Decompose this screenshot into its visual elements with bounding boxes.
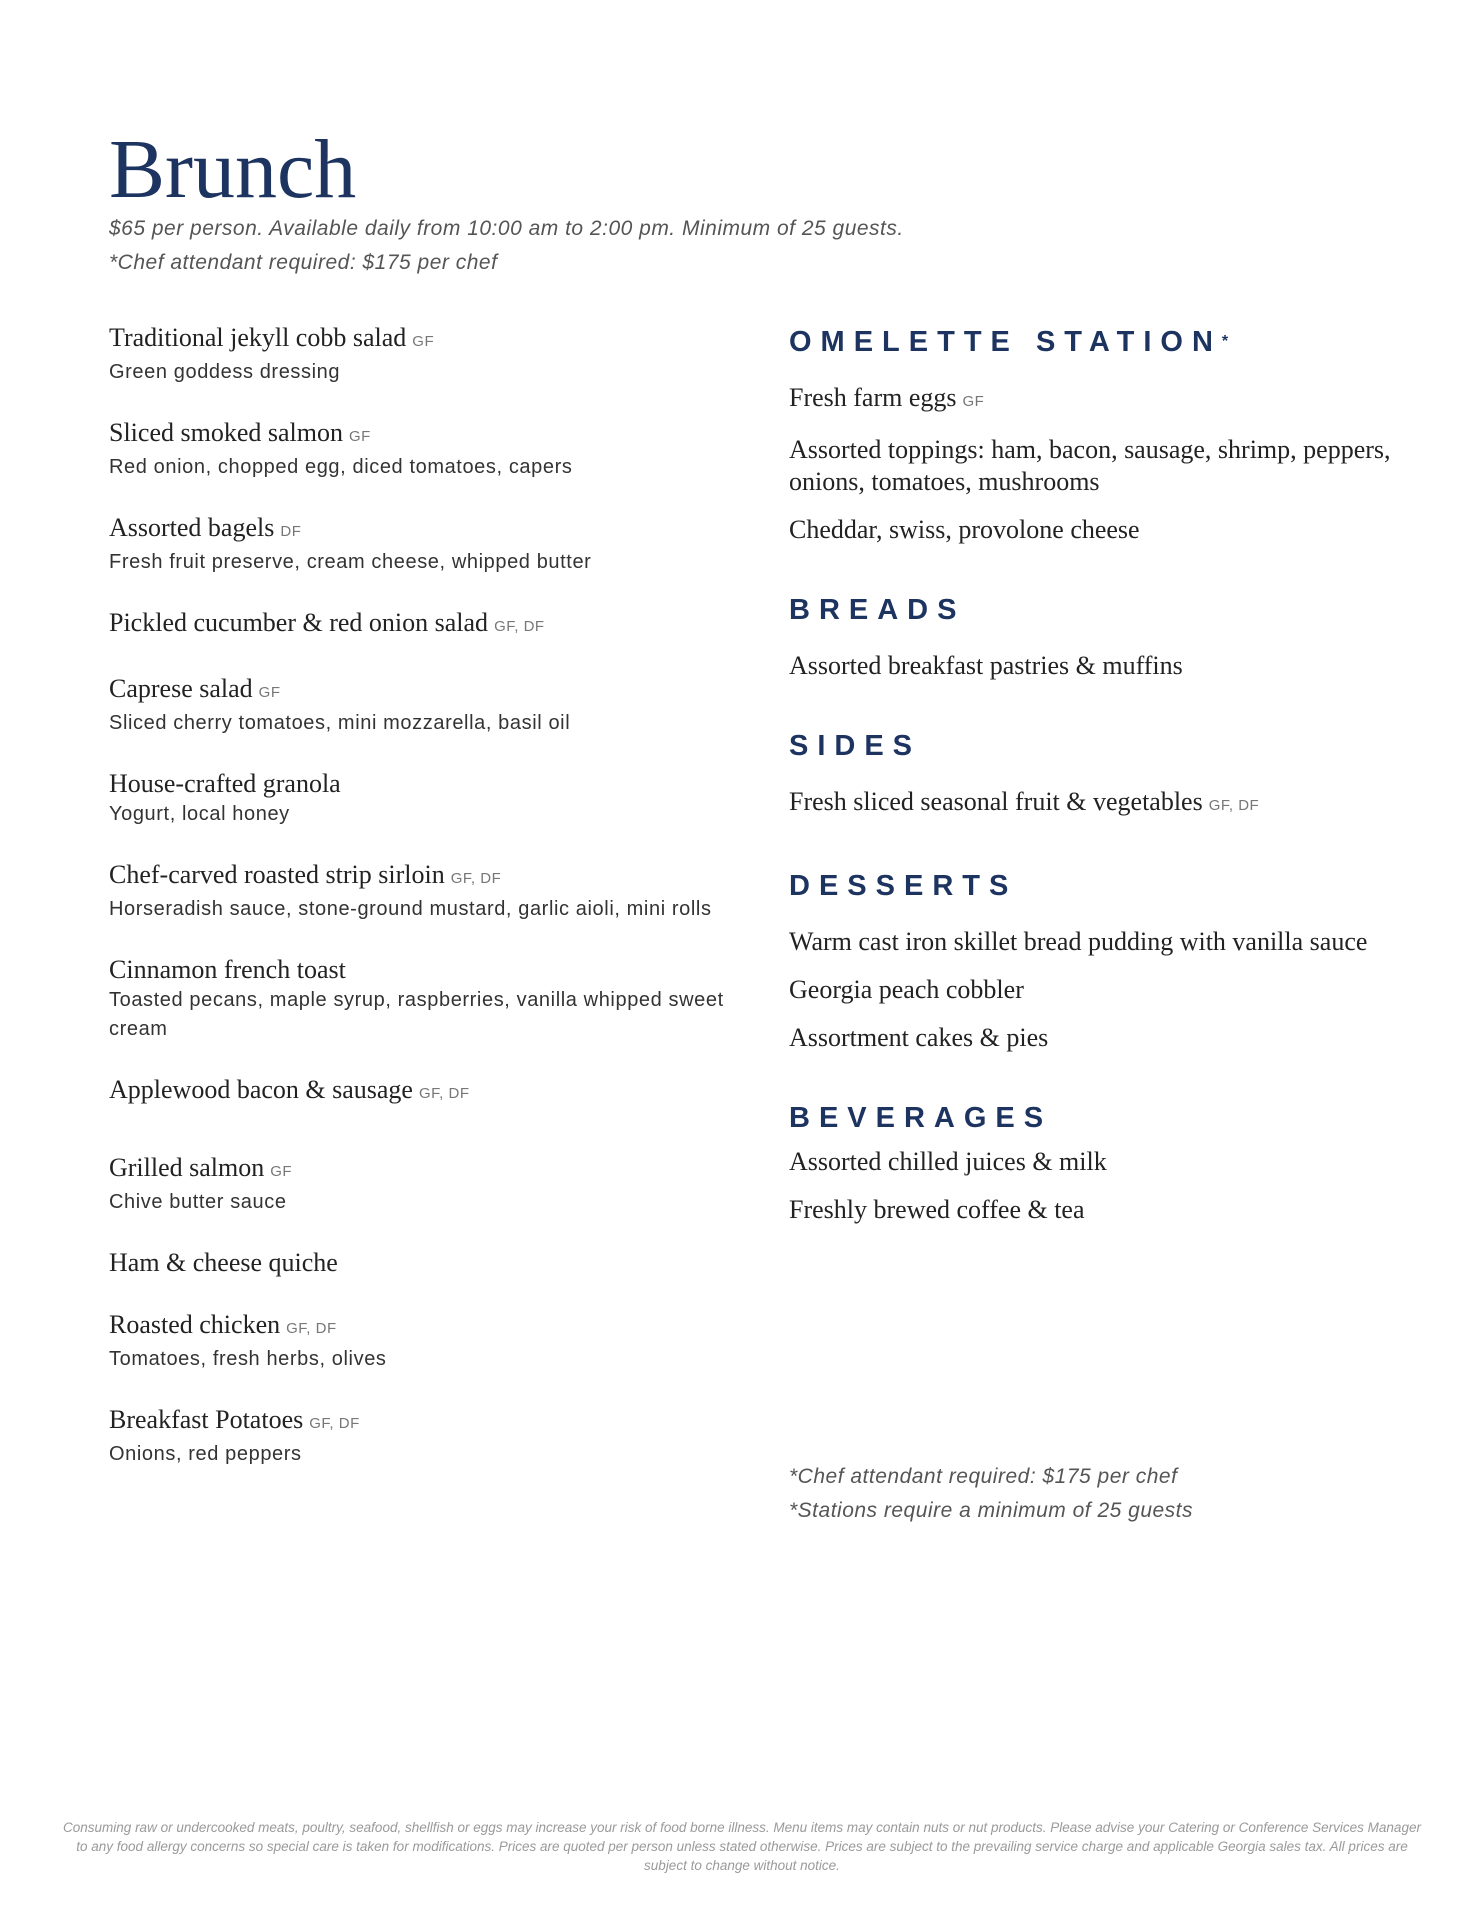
section-title: DESSERTS <box>789 870 1018 902</box>
page-title: Brunch <box>109 123 357 216</box>
menu-item <box>109 1074 749 1110</box>
menu-item <box>109 322 749 387</box>
item-name: Sliced smoked salmon <box>109 418 343 447</box>
item-name: Traditional jekyll cobb salad <box>109 323 407 352</box>
desserts-section <box>789 866 1409 1054</box>
item-description: Green goddess dressing <box>109 361 341 383</box>
section-title: BREADS <box>789 594 966 626</box>
dietary-tag: GF, DF <box>418 1085 470 1102</box>
intro <box>109 212 904 280</box>
dietary-tag: GF <box>412 333 435 350</box>
item-name: Applewood bacon & sausage <box>109 1075 413 1104</box>
item-name: Chef-carved roasted strip sirloin <box>109 860 445 889</box>
menu-item: Cheddar, swiss, provolone cheese <box>789 515 1140 544</box>
item-description: Red onion, chopped egg, diced tomatoes, capers <box>109 456 573 478</box>
menu-item: Fresh farm eggs GF <box>789 383 985 412</box>
item-description: Toasted pecans, maple syrup, raspberries, vanilla whipped sweet cream <box>109 989 724 1040</box>
menu-item <box>109 768 749 829</box>
menu-item <box>109 1404 749 1469</box>
menu-item: Assorted chilled juices & milk <box>789 1147 1107 1176</box>
menu-item: Warm cast iron skillet bread pudding with vanilla sauce <box>789 927 1368 956</box>
menu-item <box>109 417 749 482</box>
item-name: Ham & cheese quiche <box>109 1248 338 1277</box>
menu-item: Georgia peach cobbler <box>789 975 1024 1004</box>
menu-item <box>109 1247 749 1279</box>
item-name: Breakfast Potatoes <box>109 1405 304 1434</box>
menu-item <box>109 1309 749 1374</box>
item-description: Horseradish sauce, stone-ground mustard, garlic aioli, mini rolls <box>109 898 712 920</box>
section-title: SIDES <box>789 730 922 762</box>
footer-disclaimer: Consuming raw or undercooked meats, poultry, seafood, shellfish or eggs may increase your risk of food borne illness. Menu items may contain nuts or nut products. Please advise your Catering or Conference Services Manager to any food allergy concerns so special care is taken for modifications. Prices are quoted per person unless stated otherwise. Prices are subject to the prevailing service charge and applicable Georgia sales tax. All prices are subject to change without notice. <box>63 1820 1421 1873</box>
menu-item: Assortment cakes & pies <box>789 1023 1049 1052</box>
dietary-tag: GF, DF <box>309 1415 360 1432</box>
item-name: Caprese salad <box>109 674 253 703</box>
right-menu-column <box>789 322 1409 1270</box>
chef-attendant-line: *Chef attendant required: $175 per chef <box>109 251 498 274</box>
menu-item <box>109 673 749 738</box>
dietary-tag: GF <box>348 428 371 445</box>
item-name: Assorted bagels <box>109 513 275 542</box>
dietary-tag: GF, DF <box>494 618 545 635</box>
menu-item <box>109 1152 749 1217</box>
dietary-tag: GF, DF <box>286 1320 337 1337</box>
item-name: Roasted chicken <box>109 1310 281 1339</box>
menu-item <box>109 607 749 643</box>
station-notes <box>789 1460 1193 1528</box>
stations-minimum-note: *Stations require a minimum of 25 guests <box>789 1499 1194 1522</box>
section-title: OMELETTE STATION* <box>789 326 1229 358</box>
sides-section <box>789 726 1409 822</box>
menu-item <box>109 512 749 577</box>
item-name: Pickled cucumber & red onion salad <box>109 608 489 637</box>
dietary-tag: GF, DF <box>450 870 502 887</box>
menu-item: Freshly brewed coffee & tea <box>789 1195 1085 1224</box>
price-line: $65 per person. Available daily from 10:00 am to 2:00 pm. Minimum of 25 guests. <box>109 217 904 240</box>
left-menu-column <box>109 322 749 1499</box>
beverages-section <box>789 1098 1409 1226</box>
menu-item <box>109 954 749 1044</box>
menu-item: Fresh sliced seasonal fruit & vegetables GF, DF <box>789 787 1260 816</box>
dietary-tag: GF <box>270 1163 293 1180</box>
item-name: House-crafted granola <box>109 769 341 798</box>
item-name: Cinnamon french toast <box>109 955 346 984</box>
item-description: Fresh fruit preserve, cream cheese, whipped butter <box>109 551 592 573</box>
dietary-tag: GF, DF <box>1208 797 1260 814</box>
breads-section <box>789 590 1409 682</box>
menu-item: Assorted toppings: ham, bacon, sausage, shrimp, peppers, onions, tomatoes, mushrooms <box>789 435 1391 496</box>
item-description: Chive butter sauce <box>109 1191 287 1213</box>
item-description: Tomatoes, fresh herbs, olives <box>109 1348 387 1370</box>
section-title: BEVERAGES <box>789 1102 1053 1134</box>
chef-attendant-note: *Chef attendant required: $175 per chef <box>789 1465 1178 1488</box>
dietary-tag: GF <box>962 393 985 410</box>
dietary-tag: GF <box>258 684 281 701</box>
menu-item: Assorted breakfast pastries & muffins <box>789 651 1183 680</box>
item-description: Sliced cherry tomatoes, mini mozzarella, basil oil <box>109 712 571 734</box>
item-name: Grilled salmon <box>109 1153 265 1182</box>
omelette-station-section <box>789 322 1409 546</box>
item-description: Onions, red peppers <box>109 1443 302 1465</box>
asterisk-mark: * <box>1221 333 1229 350</box>
dietary-tag: DF <box>280 523 302 540</box>
menu-item <box>109 859 749 924</box>
item-description: Yogurt, local honey <box>109 803 290 825</box>
